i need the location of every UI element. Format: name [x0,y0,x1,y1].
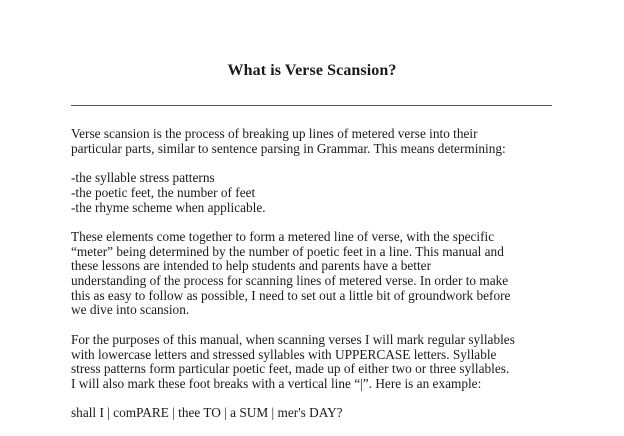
title-divider [71,105,552,106]
text-line: particular parts, similar to sentence parsing in Grammar. This means determining: [71,140,506,156]
list-item: -the syllable stress patterns [71,170,215,186]
list-item: -the rhyme scheme when applicable. [71,199,266,215]
text-line: understanding of the process for scanning lines of metered verse. In order to make [71,273,509,288]
text-line: this as easy to follow as possible, I need to set out a little bit of groundwork before [71,287,511,303]
scansion-example [71,406,561,421]
text-line: I will also mark these foot breaks with a vertical line “|”. Here is an example: [71,375,482,391]
list-item: -the poetic feet, the number of feet [71,184,256,200]
example-line: shall I | comPARE | thee TO | a SUM | mer's DAY? [71,405,343,421]
text-line: stress patterns form particular poetic feet, made up of either two or three syllables. [71,361,510,377]
determining-list [71,171,561,215]
elements-paragraph [71,230,561,318]
text-line: we dive into scansion. [71,302,190,318]
text-line: Verse scansion is the process of breaking up lines of metered verse into their [71,126,478,141]
text-line: For the purposes of this manual, when scanning verses I will mark regular syllables [71,331,515,347]
text-line: with lowercase letters and stressed syllables with UPPERCASE letters. Syllable [71,346,497,362]
intro-paragraph [71,127,561,156]
text-line: These elements come together to form a metered line of verse, with the specific [71,228,495,244]
document-body [71,127,561,436]
page-title: What is Verse Scansion? [227,62,397,79]
purposes-paragraph [71,333,561,392]
text-line: these lessons are intended to help students and parents have a better [71,258,432,274]
text-line: “meter” being determined by the number of poetic feet in a line. This manual and [71,243,504,259]
